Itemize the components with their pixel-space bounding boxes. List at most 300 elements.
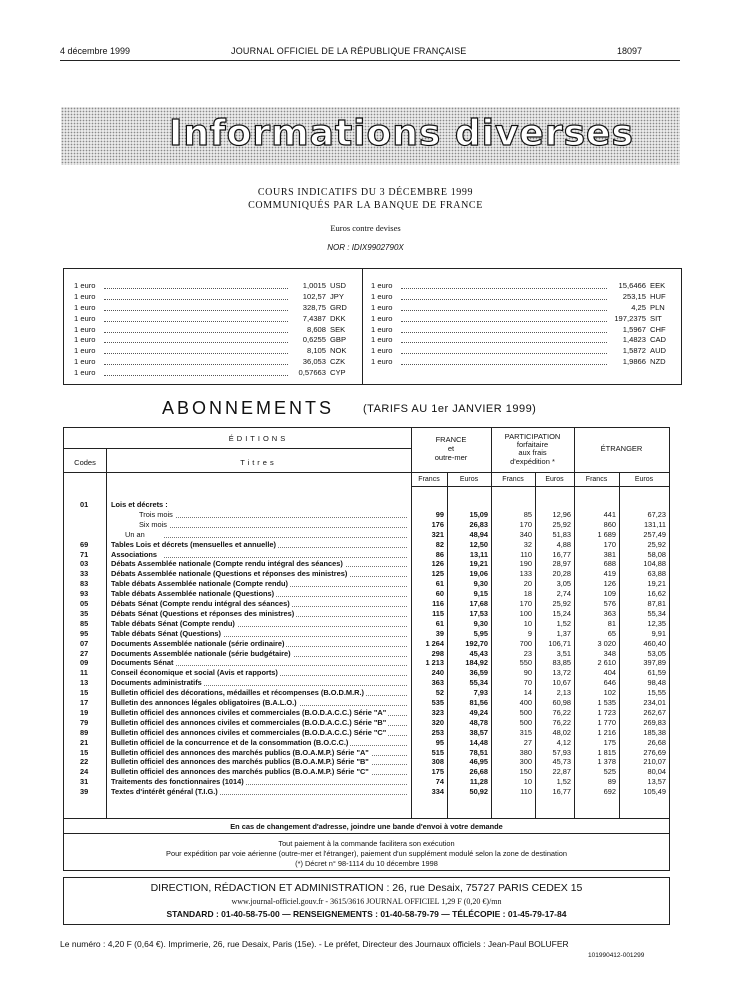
table-row <box>64 757 669 767</box>
row-value: 9 <box>527 628 532 638</box>
leader-dots <box>104 342 288 343</box>
row-value: 82 <box>435 539 444 549</box>
row-value: 16,62 <box>647 589 666 599</box>
rate-value: 1,4823 <box>622 335 646 345</box>
row-title: Six mois <box>139 519 167 529</box>
rate-row <box>371 292 676 303</box>
row-value: 106,71 <box>548 638 571 648</box>
row-value: 98,48 <box>647 678 666 688</box>
leader-dots <box>104 321 288 322</box>
rate-row <box>74 303 359 314</box>
table-row <box>64 579 669 589</box>
row-value: 12,35 <box>647 618 666 628</box>
rate-label: 1 euro <box>74 313 96 323</box>
row-value: 515 <box>431 747 444 757</box>
row-value: 315 <box>519 727 532 737</box>
row-title: Lois et décrets : <box>111 500 168 509</box>
row-value: 104,88 <box>643 559 666 569</box>
banner-title: Informations diverses <box>169 113 634 154</box>
table-row <box>64 500 669 510</box>
table-row <box>64 540 669 550</box>
row-title: Débats Assemblée nationale (Compte rendu intégral des séances) <box>111 559 343 569</box>
row-value: 3 020 <box>597 638 616 648</box>
rate-row <box>74 346 359 357</box>
table-row <box>64 520 669 530</box>
hdr-part-3: aux frais <box>518 448 547 457</box>
row-value: 51,83 <box>552 529 571 539</box>
row-value: 500 <box>519 707 532 717</box>
rate-currency: NZD <box>650 357 666 367</box>
row-value: 1 689 <box>597 529 616 539</box>
row-value: 1 216 <box>597 727 616 737</box>
row-value: 25,92 <box>552 599 571 608</box>
row-value: 115 <box>432 608 444 618</box>
row-title: Débats Sénat (Compte rendu intégral des séances) <box>111 599 290 608</box>
row-value: 400 <box>519 698 532 707</box>
row-value: 17,68 <box>469 599 488 608</box>
row-value: 190 <box>519 559 532 569</box>
row-value: 2 610 <box>597 658 616 668</box>
hdr-etranger: ÉTRANGER <box>600 444 643 453</box>
row-value: 269,83 <box>643 717 666 727</box>
table-row <box>64 559 669 569</box>
row-value: 363 <box>431 678 444 688</box>
row-title: Bulletin officiel de la concurrence et de la consommation (B.O.C.C.) <box>111 737 349 747</box>
rate-value: 8,608 <box>306 324 326 334</box>
row-value: 19,21 <box>469 559 488 569</box>
hdr-france-1: FRANCE <box>435 435 467 444</box>
row-value: 1 535 <box>597 698 616 707</box>
rate-value: 4,25 <box>631 302 646 312</box>
row-code: 85 <box>80 618 89 628</box>
row-value: 4,12 <box>556 737 571 747</box>
rate-value: 0,57663 <box>298 368 326 378</box>
cours-line1: COURS INDICATIFS DU 3 DÉCEMBRE 1999 <box>257 187 474 198</box>
rate-value: 8,105 <box>306 346 326 356</box>
row-value: 1 213 <box>425 658 444 668</box>
row-title: Débats Sénat (Questions et réponses des ministres) <box>111 608 295 618</box>
leader-dots <box>104 332 288 333</box>
row-value: 700 <box>519 638 532 648</box>
row-value: 419 <box>603 569 616 579</box>
header-date: 4 décembre 1999 <box>60 46 131 56</box>
leader-dots <box>164 527 407 528</box>
table-row <box>64 728 669 738</box>
row-title: Un an <box>125 529 145 539</box>
rate-currency: CYP <box>330 368 346 378</box>
row-value: 50,92 <box>469 787 488 797</box>
row-value: 340 <box>519 529 532 539</box>
row-value: 500 <box>519 717 532 727</box>
row-value: 240 <box>431 668 444 678</box>
leader-dots <box>401 299 607 300</box>
header-journal: JOURNAL OFFICIEL DE LA RÉPUBLIQUE FRANÇAISE <box>231 46 467 56</box>
abonnements-title: ABONNEMENTS <box>162 398 335 418</box>
row-title: Table débats Assemblée nationale (Questions) <box>111 589 275 599</box>
rate-label: 1 euro <box>371 357 393 367</box>
row-value: 61 <box>435 579 444 589</box>
row-value: 17,53 <box>469 608 488 618</box>
row-value: 380 <box>519 747 532 757</box>
rates-left <box>74 281 359 379</box>
row-code: 21 <box>80 737 89 747</box>
rate-label: 1 euro <box>74 281 96 290</box>
rate-currency: GRD <box>330 302 347 312</box>
row-value: 23 <box>523 648 532 658</box>
hdr-francs-2: Francs <box>502 476 524 483</box>
row-value: 100 <box>519 608 532 618</box>
rate-row <box>74 314 359 325</box>
row-value: 81 <box>607 618 616 628</box>
row-value: 1 770 <box>597 717 616 727</box>
rate-row <box>371 281 676 292</box>
rate-row <box>371 314 676 325</box>
row-title: Associations <box>111 549 158 559</box>
row-code: 39 <box>80 787 89 797</box>
rate-currency: NOK <box>330 346 347 356</box>
rate-value: 253,15 <box>622 291 646 301</box>
hdr-rule-1 <box>64 448 411 449</box>
row-code: 33 <box>80 569 89 579</box>
row-value: 688 <box>603 559 616 569</box>
rates-divider <box>362 269 363 384</box>
row-value: 60 <box>435 589 444 599</box>
row-value: 176 <box>431 519 444 529</box>
rate-label: 1 euro <box>74 324 96 334</box>
hdr-editions: ÉDITIONS <box>228 434 289 443</box>
row-value: 15,55 <box>647 688 666 698</box>
rate-currency: SIT <box>650 313 662 323</box>
row-value: 90 <box>523 668 532 678</box>
hdr-francs-1: Francs <box>418 476 440 483</box>
row-value: 126 <box>603 579 616 589</box>
row-value: 13,72 <box>552 668 571 678</box>
table-row <box>64 718 669 728</box>
leader-dots <box>164 517 407 518</box>
row-value: 14 <box>523 688 532 698</box>
row-value: 150 <box>519 767 532 777</box>
row-value: 1,37 <box>556 628 571 638</box>
row-value: 28,97 <box>552 559 571 569</box>
row-title: Débats Assemblée nationale (Questions et réponses des ministres) <box>111 569 348 579</box>
row-code: 83 <box>80 579 89 589</box>
leader-dots <box>401 288 607 289</box>
row-value: 397,89 <box>643 658 666 668</box>
rate-label: 1 euro <box>74 368 96 378</box>
row-code: 69 <box>80 539 89 549</box>
table-row <box>64 668 669 678</box>
row-value: 15,24 <box>552 608 571 618</box>
row-value: 175 <box>603 737 616 747</box>
row-value: 234,01 <box>643 698 666 707</box>
rates-box <box>63 268 682 385</box>
row-title: Bulletin des annonces légales obligatoires (B.A.L.O.) <box>111 698 297 707</box>
row-value: 404 <box>603 668 616 678</box>
hdr-rule-2 <box>64 472 669 473</box>
row-value: 65 <box>607 628 616 638</box>
row-value: 133 <box>519 569 532 579</box>
row-value: 32 <box>523 539 532 549</box>
row-value: 185,38 <box>643 727 666 737</box>
change-notice: En cas de changement d'adresse, joindre une bande d'envoi à votre demande <box>230 822 503 831</box>
row-value: 308 <box>431 757 444 767</box>
rate-row <box>74 368 359 379</box>
table-row <box>64 698 669 708</box>
row-code: 93 <box>80 589 89 599</box>
row-code: 05 <box>80 599 89 608</box>
cours-nor: NOR : IDIX9902790X <box>327 243 404 252</box>
row-value: 19,06 <box>469 569 488 579</box>
row-value: 9,30 <box>473 579 488 589</box>
row-value: 87,81 <box>647 599 666 608</box>
rate-currency: DKK <box>330 313 346 323</box>
rate-currency: GBP <box>330 335 347 345</box>
hdr-titres: Titres <box>240 458 277 467</box>
row-value: 38,57 <box>469 727 488 737</box>
direction-box <box>63 877 670 925</box>
hdr-part-2: forfaitaire <box>516 440 549 449</box>
row-code: 35 <box>80 608 89 618</box>
row-value: 99 <box>435 509 444 519</box>
rate-value: 7,4387 <box>302 313 326 323</box>
row-value: 15,09 <box>469 509 488 519</box>
row-code: 31 <box>80 777 89 787</box>
leader-dots <box>164 557 407 558</box>
row-title: Bulletin officiel des annonces civiles et commerciales (B.O.D.A.C.C.) Série "A" <box>111 707 387 717</box>
row-value: 646 <box>603 678 616 688</box>
row-code: 17 <box>80 698 89 707</box>
row-value: 74 <box>435 777 444 787</box>
row-value: 16,77 <box>552 787 571 797</box>
row-value: 1 264 <box>425 638 444 648</box>
row-value: 20 <box>523 579 532 589</box>
row-value: 12,50 <box>469 539 488 549</box>
row-value: 125 <box>431 569 444 579</box>
row-value: 110 <box>520 787 532 797</box>
rate-label: 1 euro <box>371 324 393 334</box>
row-value: 63,88 <box>647 569 666 579</box>
table-row <box>64 609 669 619</box>
row-value: 46,95 <box>469 757 488 767</box>
row-value: 49,24 <box>469 707 488 717</box>
leader-dots <box>104 364 288 365</box>
row-value: 7,93 <box>473 688 488 698</box>
row-value: 692 <box>603 787 616 797</box>
leader-dots <box>104 288 288 289</box>
row-title: Bulletin officiel des annonces civiles et commerciales (B.O.D.A.C.C.) Série "C" <box>111 727 387 737</box>
footer-code: 101990412-001299 <box>588 952 645 959</box>
row-code: 27 <box>80 648 89 658</box>
header-rule <box>60 60 680 61</box>
row-value: 170 <box>519 519 532 529</box>
row-value: 2,74 <box>556 589 571 599</box>
row-value: 323 <box>431 707 444 717</box>
rate-label: 1 euro <box>371 302 393 312</box>
row-code: 15 <box>80 688 89 698</box>
cours-subtitle: Euros contre devises <box>330 223 401 233</box>
rate-value: 102,57 <box>302 291 326 301</box>
row-value: 3,51 <box>556 648 571 658</box>
table-row <box>64 599 669 609</box>
rate-label: 1 euro <box>74 291 96 301</box>
rate-value: 36,053 <box>302 357 326 367</box>
row-value: 76,22 <box>552 707 571 717</box>
hdr-euros-2: Euros <box>545 476 564 483</box>
leader-dots <box>104 310 288 311</box>
row-value: 13,11 <box>469 549 488 559</box>
row-title: Bulletin officiel des annonces des marchés publics (B.O.A.M.P.) Série "A" <box>111 747 369 757</box>
row-value: 192,70 <box>465 638 488 648</box>
rate-currency: USD <box>330 281 347 290</box>
row-value: 48,94 <box>469 529 488 539</box>
row-value: 26,68 <box>469 767 488 777</box>
rate-value: 1,5872 <box>622 346 646 356</box>
rate-row <box>371 357 676 368</box>
table-row <box>64 738 669 748</box>
row-value: 860 <box>603 519 616 529</box>
row-code: 03 <box>80 559 89 569</box>
row-value: 2,13 <box>556 688 571 698</box>
row-title: Bulletin officiel des annonces civiles et commerciales (B.O.D.A.C.C.) Série "B" <box>111 717 387 727</box>
table-row <box>64 589 669 599</box>
row-value: 1,52 <box>556 618 571 628</box>
row-value: 14,48 <box>469 737 488 747</box>
leader-dots <box>401 353 607 354</box>
row-value: 61,59 <box>647 668 666 678</box>
row-value: 55,34 <box>469 678 488 688</box>
leader-dots <box>164 665 407 666</box>
rate-value: 1,0015 <box>302 281 326 290</box>
row-value: 184,92 <box>465 658 488 668</box>
abonnements-subtitle: (TARIFS AU 1er JANVIER 1999) <box>363 403 537 415</box>
row-code: 13 <box>80 678 89 688</box>
rate-currency: CAD <box>650 335 667 345</box>
table-row <box>64 629 669 639</box>
row-value: 116 <box>432 599 444 608</box>
row-title: Bulletin officiel des annonces des marchés publics (B.O.A.M.P.) Série "B" <box>111 757 369 767</box>
row-title: Table débats Assemblée nationale (Compte rendu) <box>111 579 288 589</box>
row-value: 55,34 <box>647 608 666 618</box>
row-title: Table débats Sénat (Compte rendu) <box>111 618 235 628</box>
row-value: 1 815 <box>597 747 616 757</box>
table-row <box>64 708 669 718</box>
row-value: 334 <box>431 787 444 797</box>
rate-value: 0,6255 <box>302 335 326 345</box>
row-value: 441 <box>603 509 616 519</box>
hdr-part-4: d'expédition * <box>510 457 555 466</box>
row-value: 1 723 <box>597 707 616 717</box>
row-title: Tables Lois et décrets (mensuelles et annuelle) <box>111 539 276 549</box>
row-value: 67,23 <box>647 509 666 519</box>
table-row <box>64 530 669 540</box>
rate-label: 1 euro <box>74 346 96 356</box>
row-value: 9,15 <box>473 589 488 599</box>
row-code: 79 <box>80 717 89 727</box>
leader-dots <box>164 537 407 538</box>
row-value: 10 <box>523 618 532 628</box>
direction-line: DIRECTION, RÉDACTION ET ADMINISTRATION : 26, rue Desaix, 75727 PARIS CEDEX 15 <box>150 882 583 894</box>
rate-currency: CHF <box>650 324 666 334</box>
rate-row <box>371 303 676 314</box>
row-value: 3,05 <box>556 579 571 589</box>
row-value: 11,28 <box>469 777 488 787</box>
row-value: 320 <box>431 717 444 727</box>
row-value: 576 <box>603 599 616 608</box>
row-value: 12,96 <box>552 509 571 519</box>
rate-currency: AUD <box>650 346 667 356</box>
hdr-france-3: outre-mer <box>434 453 468 462</box>
row-value: 170 <box>603 539 616 549</box>
row-value: 39 <box>435 628 444 638</box>
rate-currency: JPY <box>330 291 344 301</box>
row-value: 9,91 <box>651 628 666 638</box>
rate-currency: CZK <box>330 357 346 367</box>
table-row <box>64 550 669 560</box>
rate-label: 1 euro <box>371 291 393 301</box>
row-value: 25,92 <box>647 539 666 549</box>
row-value: 126 <box>431 559 444 569</box>
row-value: 19,21 <box>647 579 666 589</box>
row-value: 45,43 <box>469 648 488 658</box>
table-row <box>64 688 669 698</box>
leader-dots <box>401 321 607 322</box>
row-value: 9,30 <box>473 618 488 628</box>
row-title: Textes d'intérêt général (T.I.G.) <box>111 787 218 797</box>
rate-row <box>371 346 676 357</box>
row-value: 535 <box>431 698 444 707</box>
row-value: 348 <box>603 648 616 658</box>
row-value: 89 <box>607 777 616 787</box>
row-value: 550 <box>519 658 532 668</box>
table-row <box>64 748 669 758</box>
row-title: Documents Assemblée nationale (série budgétaire) <box>111 648 291 658</box>
row-title: Conseil économique et social (Avis et rapports) <box>111 668 278 678</box>
rate-row <box>74 292 359 303</box>
rate-row <box>371 335 676 346</box>
row-code: 01 <box>80 500 89 509</box>
row-value: 20,28 <box>552 569 571 579</box>
row-value: 52 <box>435 688 444 698</box>
row-value: 253 <box>431 727 444 737</box>
rate-value: 1,5967 <box>622 324 646 334</box>
row-value: 210,07 <box>643 757 666 767</box>
row-title: Trois mois <box>139 509 173 519</box>
row-value: 4,88 <box>556 539 571 549</box>
row-code: 19 <box>80 707 89 717</box>
row-value: 300 <box>519 757 532 767</box>
row-value: 48,02 <box>552 727 571 737</box>
table-row <box>64 658 669 668</box>
row-value: 525 <box>603 767 616 777</box>
row-value: 131,11 <box>643 519 666 529</box>
row-value: 60,98 <box>552 698 571 707</box>
leader-dots <box>401 342 607 343</box>
row-value: 81,56 <box>469 698 488 707</box>
row-value: 45,73 <box>552 757 571 767</box>
row-value: 1 378 <box>597 757 616 767</box>
leader-dots <box>401 364 607 365</box>
row-value: 16,77 <box>552 549 571 559</box>
row-code: 95 <box>80 628 89 638</box>
rate-label: 1 euro <box>371 313 393 323</box>
row-value: 86 <box>435 549 444 559</box>
rate-currency: HUF <box>650 291 666 301</box>
row-value: 78,51 <box>469 747 488 757</box>
row-value: 18 <box>523 589 532 599</box>
hdr-france-2: et <box>447 444 455 453</box>
table-row <box>64 510 669 520</box>
hdr-francs-3: Francs <box>585 476 608 483</box>
